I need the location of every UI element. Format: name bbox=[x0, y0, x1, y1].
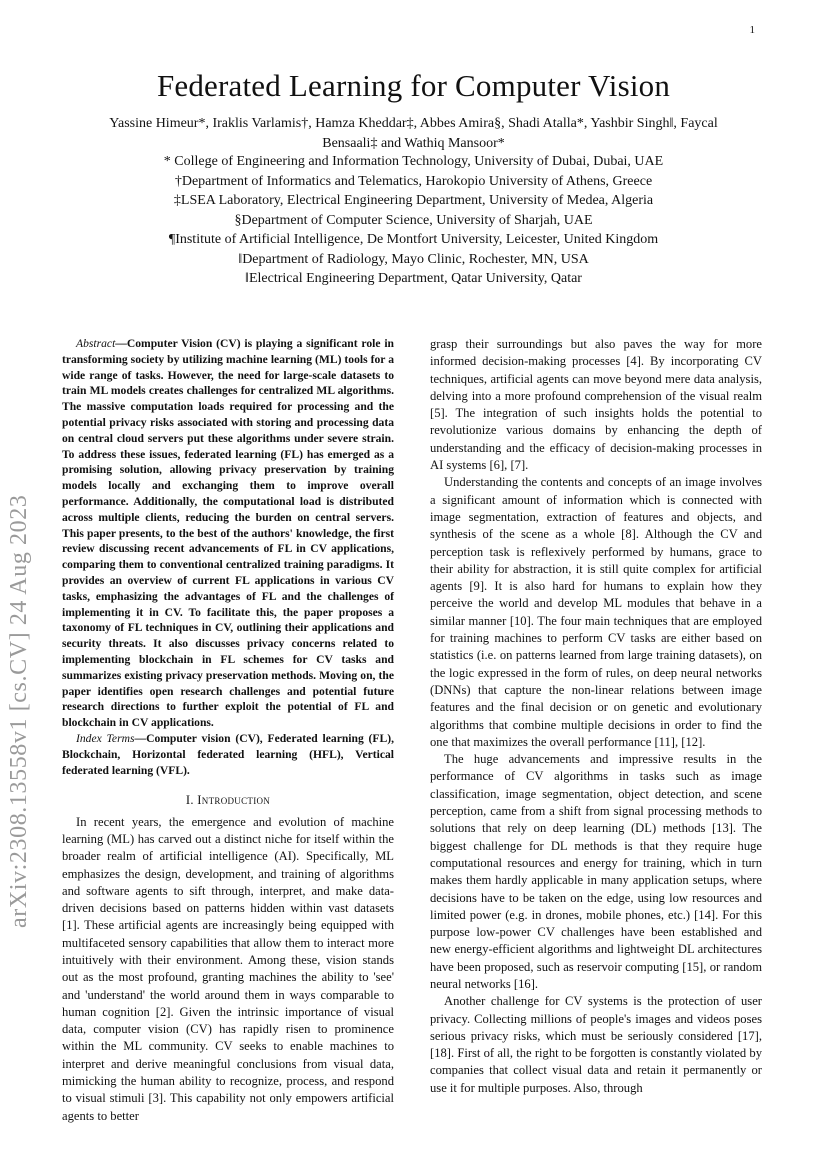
paragraph: In recent years, the emergence and evolution of machine learning (ML) has carved out a distinct niche for itself within the broader realm of artificial intelligence (AI). Specifically, ML emphasizes the design, development, and training of algorithms and software agents to sift through, interpret, and make data-driven decisions based on patterns hidden within vast datasets [1]. These artificial agents are increasingly being equipped with multifaceted sensory capabilities that allow them to interact more intuitively with their environment. Among these, vision stands out as the most profound, granting machines the ability to 'see' and 'understand' the world around them in ways comparable to human cognition [2]. Given the intrinsic importance of visual data, computer vision (CV) has rapidly risen to prominence within the ML community. CV seeks to enable machines to interpret and derive meaningful conclusions from visual data, mimicking the human ability to recognize, process, and respond to visual stimuli [3]. This capability not only empowers artificial agents to better bbox=[62, 814, 394, 1123]
affiliation: ‖Department of Radiology, Mayo Clinic, Rochester, MN, USA bbox=[238, 251, 589, 267]
left-column bbox=[62, 336, 394, 1125]
affiliation: ‖Electrical Engineering Department, Qatar University, Qatar bbox=[245, 271, 582, 286]
abstract-text: —Computer Vision (CV) is playing a significant role in transforming society by utilizing machine learning (ML) tools for a wide range of tasks. However, the need for large-scale datasets to train ML models creates challenges for centralized ML algorithms. The massive computation loads required for processing and the potential privacy risks associated with storing and processing data on central cloud servers put these algorithms under severe strain. To address these issues, federated learning (FL) has emerged as a promising solution, allowing privacy preservation by training models locally and exchanging them to improve overall performance. Additionally, the computational load is distributed across multiple clients, reducing the burden on central servers. This paper presents, to the best of the authors' knowledge, the first review discussing recent advancements of FL in CV applications, comparing them to conventional centralized training paradigms. It provides an overview of current FL applications in various CV tasks, emphasizing the advantages of FL and the challenges of implementing it in CV. To facilitate this, the paper proposes a taxonomy of FL techniques in CV, outlining their applications and security threats. It also discusses privacy concerns related to implementing blockchain in FL schemes for CV tasks and summarizes existing privacy preservation methods. Moving on, the paper identifies open research challenges and potential future research directions to further exploit the potential of FL and blockchain in CV applications. bbox=[62, 337, 394, 730]
paragraph: Another challenge for CV systems is the protection of user privacy. Collecting millions of people's images and videos poses serious privacy risks, which must be seriously considered [17], [18]. First of all, the right to be forgotten is constantly violated by companies that collect visual data and retain it permanently or use it for multiple purposes. Also, through bbox=[430, 994, 762, 1095]
right-column bbox=[430, 336, 762, 1097]
paragraph: Understanding the contents and concepts of an image involves a significant amount of information which is connected with image segmentation, extraction of features and objects, and synthesis of the scene as a whole [8]. Although the CV and perception task is reflexively performed by humans, grace to their ability for abstraction, it is still quite complex for artificial agents [9]. It is also hard for humans to explain how they perceive the world and develop ML modules that behave in a similar manner [10]. The four main techniques that are employed for training machines to perform CV tasks are either based on statistics (i.e. on patterns learned from large training datasets), on the logic expressed in the form of rules, on deep neural networks (DNNs) that capture the non-linear relations between image features and the final decision or on genetic and evolutionary algorithms that combine multiple decisions in order to find the one that maximizes the overall performance [11], [12]. bbox=[430, 475, 762, 749]
index-terms-label: Index Terms bbox=[76, 731, 135, 745]
author-list bbox=[80, 114, 747, 153]
arxiv-identifier-stamp: arXiv:2308.13558v1 [cs.CV] 24 Aug 2023 bbox=[6, 494, 32, 928]
affiliation: §Department of Computer Science, University of Sharjah, UAE bbox=[234, 212, 593, 228]
section-title: Introduction bbox=[197, 793, 271, 808]
affiliations bbox=[60, 152, 767, 289]
index-terms-text: —Computer vision (CV), Federated learning (FL), Blockchain, Horizontal federated learning (HFL), Vertical federated learning (VFL). bbox=[62, 731, 394, 777]
paragraph: The huge advancements and impressive results in the performance of CV algorithms in tasks such as image classification, image segmentation, object detection, and scene perception, came from a shift from signal processing methods to solutions that rely on deep learning (DL) methods [13]. The biggest challenge for DL methods is that they require huge computational resources and energy for training, which in turn makes them hardly applicable in many application setups, where decisions have to be taken on the edge, using low resources and limited power (e.g. in drones, mobile phones, etc.) [14]. For this purpose low-power CV challenges have been established and new energy-efficient algorithms and lightweight DL architectures have been proposed, such as reservoir computing [15], or random neural networks [16]. bbox=[430, 752, 762, 991]
section-number: I. bbox=[185, 793, 198, 808]
paper-title: Federated Learning for Computer Vision bbox=[156, 68, 671, 103]
index-terms bbox=[62, 731, 394, 778]
authors-line-2: Bensaali‡ and Wathiq Mansoor* bbox=[322, 135, 505, 151]
affiliation: ‡LSEA Laboratory, Electrical Engineering Department, University of Medea, Algeria bbox=[173, 193, 654, 208]
affiliation: †Department of Informatics and Telematics, Harokopio University of Athens, Greece bbox=[174, 173, 653, 189]
affiliation: * College of Engineering and Information Technology, University of Dubai, Dubai, UAE bbox=[163, 154, 664, 169]
paragraph: grasp their surroundings but also paves the way for more informed decision-making processes [4]. By incorporating CV techniques, artificial agents can move beyond mere data analysis, delving into a more profound comprehension of the visual realm [5]. The integration of such insights holds the potential to revolutionize various domains by enhancing the depth of understanding and the efficacy of decision-making processes in AI systems [6], [7]. bbox=[430, 337, 762, 473]
page-number: 1 bbox=[749, 24, 755, 36]
affiliation: ¶Institute of Artificial Intelligence, De Montfort University, Leicester, United Kingdom bbox=[168, 232, 659, 247]
authors-line-1: Yassine Himeur*, Iraklis Varlamis†, Hamza Kheddar‡, Abbes Amira§, Shadi Atalla*, Yashbir Singh‖, Faycal bbox=[109, 116, 718, 131]
abstract bbox=[62, 336, 394, 731]
abstract-label: Abstract bbox=[76, 337, 116, 350]
section-heading bbox=[62, 792, 394, 809]
